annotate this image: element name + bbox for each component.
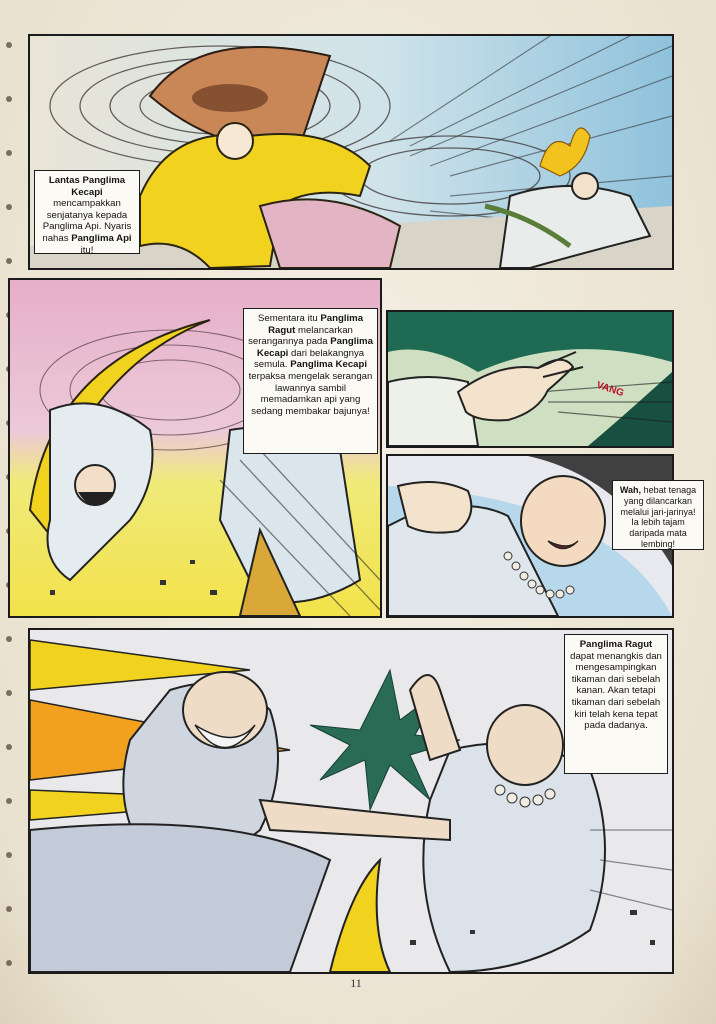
binder-hole <box>6 906 12 912</box>
binder-hole <box>6 636 12 642</box>
binder-hole <box>6 852 12 858</box>
caption-bold-text: Panglima Ragut <box>268 313 364 336</box>
binder-hole <box>6 96 12 102</box>
caption-text: itu! <box>80 244 94 256</box>
binder-hole <box>6 150 12 156</box>
sound-effect-text: VANG <box>594 379 626 400</box>
dialogue-caption <box>612 480 704 550</box>
narration-caption <box>34 170 140 254</box>
caption-bold-text: Panglima Kecapi <box>256 336 373 359</box>
panel-1 <box>28 34 674 270</box>
panel-3-art <box>388 312 672 446</box>
caption-text: melancarkan serangannya pada <box>248 324 353 348</box>
binder-hole <box>6 744 12 750</box>
caption-bold-text: Lantas Panglima Kecapi <box>48 175 126 198</box>
binder-hole <box>6 258 12 264</box>
narration-caption <box>564 634 668 774</box>
narration-caption <box>243 308 378 454</box>
binder-hole <box>6 960 12 966</box>
binder-hole <box>6 690 12 696</box>
caption-bold-text: Wah, <box>619 485 642 495</box>
binder-hole <box>6 204 12 210</box>
page-number: 11 <box>350 976 362 990</box>
caption-text: dapat menangkis dan mengesampingkan tikaman dari sebelah kanan. Akan tetapi tikaman dari sebelah kiri telah kena tepat pada dadanya. <box>570 650 662 732</box>
binder-hole <box>6 798 12 804</box>
caption-text: mencampakkan senjatanya kepada Panglima Api. Nyaris nahas <box>42 198 132 244</box>
caption-bold-text: Panglima Kecapi <box>290 359 368 371</box>
binder-hole <box>6 42 12 48</box>
caption-bold-text: Panglima Ragut <box>579 639 653 650</box>
panel-3 <box>386 310 674 448</box>
caption-text: hebat tenaga yang dilancarkan melalui jari-jarinya! Ia lebih tajam daripada mata lembing! <box>620 485 697 549</box>
caption-text: dari belakangnya semula. <box>253 347 365 371</box>
caption-bold-text: Panglima Api <box>71 232 132 244</box>
caption-text: terpaksa mengelak serangan lawannya sambil memadamkan api yang sedang membakar bajunya! <box>248 370 373 417</box>
caption-text: Sementara itu <box>257 313 318 324</box>
panel-5 <box>28 628 674 974</box>
